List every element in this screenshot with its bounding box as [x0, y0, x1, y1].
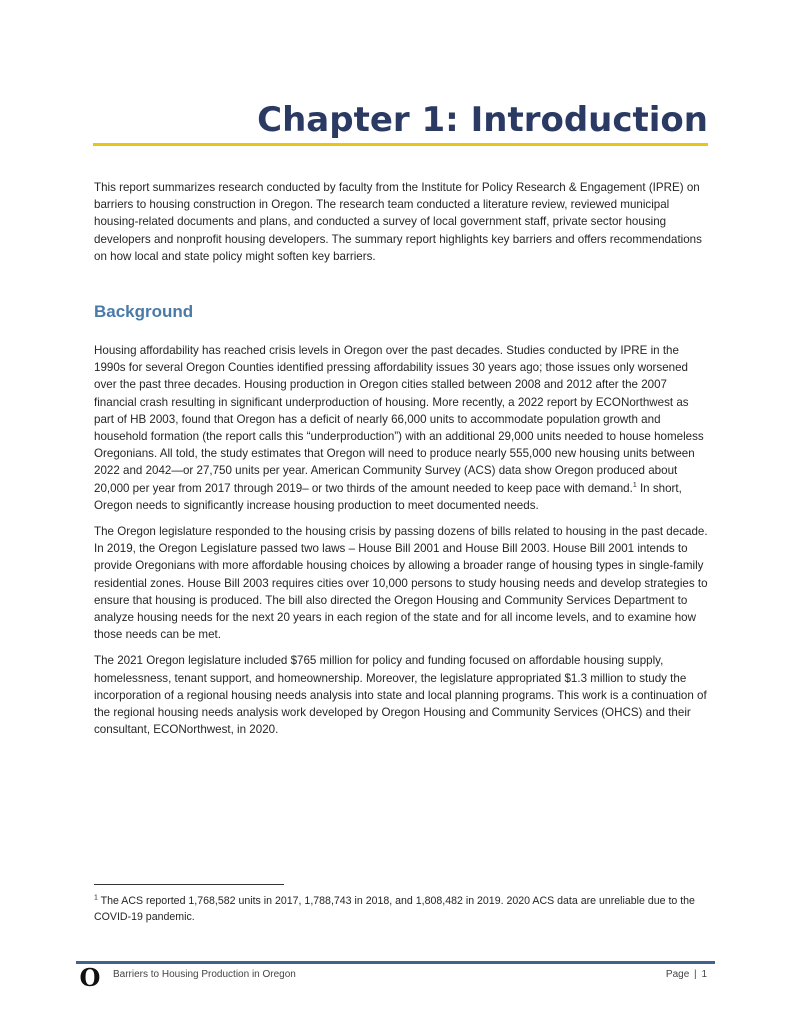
footer-rule [76, 961, 715, 964]
page-number: 1 [701, 969, 707, 980]
footer-page-number [666, 969, 707, 980]
footnote-text: The ACS reported 1,768,582 units in 2017, 1,788,743 in 2018, and 1,808,482 in 2019. 2020 ACS data are unreliable due to the COVID-19 pandemic. [94, 895, 695, 923]
university-o-logo-icon [76, 965, 104, 989]
background-section [94, 342, 708, 747]
footnote [94, 893, 708, 925]
background-paragraph-2: The Oregon legislature responded to the housing crisis by passing dozens of bills related to housing in the past decade. In 2019, the Oregon Legislature passed two laws – House Bill 2001 and House Bill 2003. House Bill 2001 intends to provide Oregonians with more affordable housing choices by allowing a broader range of housing types in single-family residential zones. House Bill 2003 requires cities over 10,000 persons to study housing needs and develop strategies to ensure that housing is produced. The bill also directed the Oregon Housing and Community Services Department to analyze housing needs for the next 20 years in each region of the state and for all income levels, and to examine how those needs can be met. [94, 525, 708, 642]
background-paragraph-3: The 2021 Oregon legislature included $765 million for policy and funding focused on affordable housing supply, homelessness, tenant support, and homeownership. Moreover, the legislature appropriated $1.3 million to study the incorporation of a regional housing needs analysis into state and local planning programs. This work is a continuation of the regional housing needs analysis work developed by Oregon Housing and Community Services (OHCS) and their consultant, ECONorthwest, in 2020. [94, 654, 707, 737]
background-paragraph-1 [94, 342, 708, 514]
section-heading-background: Background [94, 302, 194, 321]
intro-section [94, 179, 708, 265]
page-separator: | [694, 969, 697, 980]
logo-letter: O [79, 965, 101, 989]
background-paragraph-1-tail: In short, Oregon needs to significantly increase housing production to meet documented needs. [94, 481, 682, 512]
footnote-reference[interactable]: 1 [632, 481, 637, 489]
intro-paragraph: This report summarizes research conducted by faculty from the Institute for Policy Research & Engagement (IPRE) on barriers to housing construction in Oregon. The research team conducted a literature review, reviewed municipal housing-related documents and plans, and conducted a survey of local government staff, private sector housing developers and nonprofit housing developers. The summary report highlights key barriers and offers recommendations on how local and state policy might soften key barriers. [94, 181, 702, 263]
footnote-separator [94, 884, 284, 885]
page-label: Page [665, 969, 690, 980]
title-underline [93, 143, 708, 146]
footnote-number: 1 [94, 894, 98, 902]
background-paragraph-1-text: Housing affordability has reached crisis levels in Oregon over the past decades. Studies conducted by IPRE in the 1990s for several Oregon Counties identified pressing affordability issues 30 years ago; those issues only worsened over the past three decades. Housing production in Oregon cities stalled between 2008 and 2012 after the 2007 financial crash resulting in significant underproduction of housing. More recently, a 2022 report by ECONorthwest as part of HB 2003, found that Oregon has a deficit of nearly 66,000 units to accommodate population growth and household formation (the report calls this “underproduction”) with an additional 29,000 units needed to house homeless Oregonians. All told, the study estimates that Oregon will need to produce nearly 555,000 new housing units between 2022 and 2042—or 27,750 units per year. American Community Survey (ACS) data show Oregon produced about 20,000 per year from 2017 through 2019– or two thirds of the amount needed to keep pace with demand. [94, 344, 704, 495]
footer-document-title: Barriers to Housing Production in Oregon [113, 969, 296, 980]
chapter-title: Chapter 1: Introduction [257, 100, 708, 140]
